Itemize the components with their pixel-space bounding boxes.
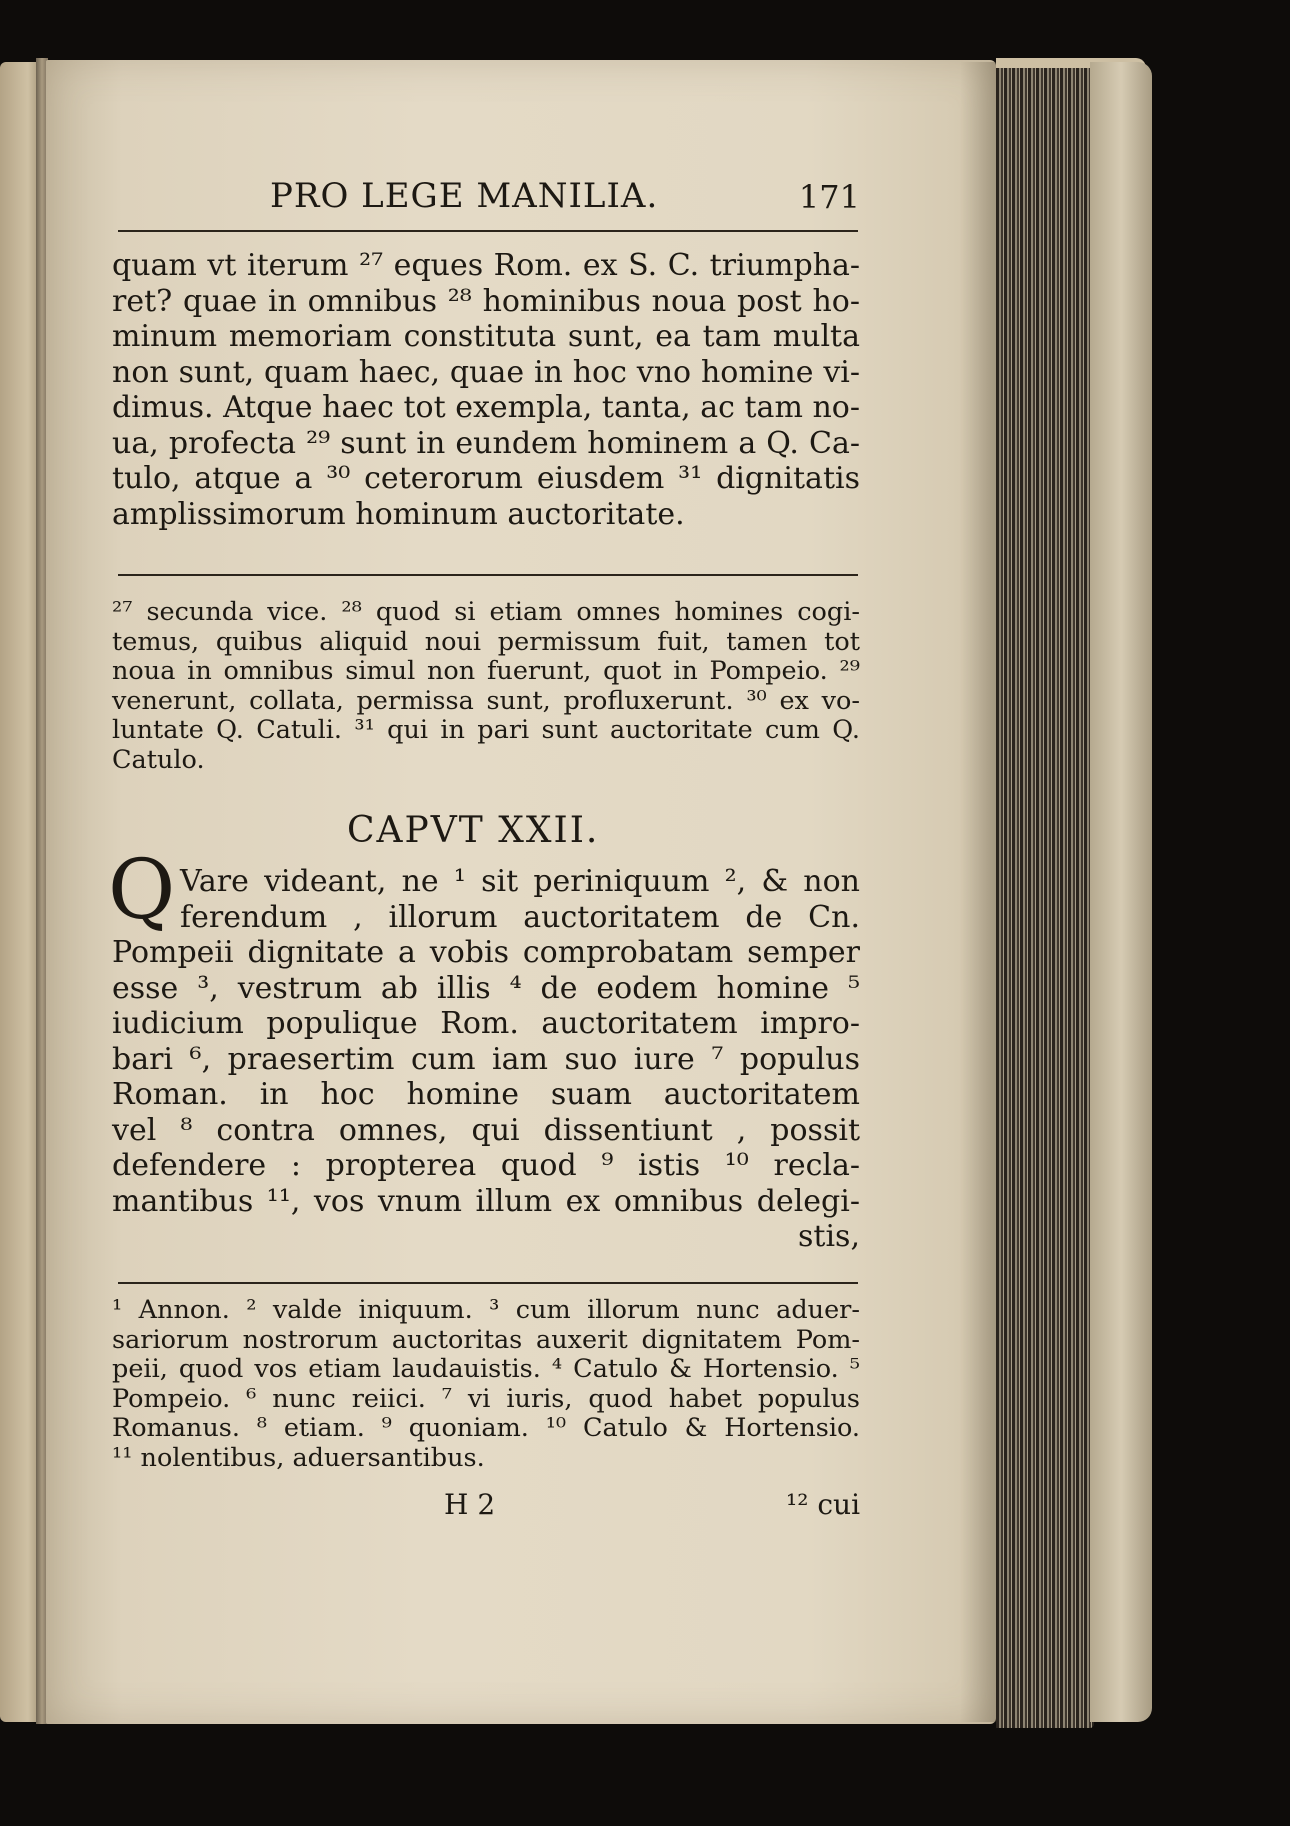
footnote-rule-2 [118, 1282, 858, 1284]
footnotes-block-2 [112, 1296, 860, 1473]
footnotes-block-1 [112, 598, 860, 775]
text-line: vel ⁸ contra omnes, qui dissentiunt , possit [112, 1112, 860, 1148]
text-line: minum memoriam constituta sunt, ea tam multa [112, 319, 860, 354]
text-line: ua, profecta ²⁹ sunt in eundem hominem a Q. Ca- [112, 425, 860, 461]
footnote-line: sariorum nostrorum auctoritas auxerit dignitatem Pom- [112, 1324, 860, 1355]
footnote-line: luntate Q. Catuli. ³¹ qui in pari sunt auctoritate cum Q. [112, 715, 860, 745]
footnote-line: ¹¹ nolentibus, aduersantibus. [112, 1442, 485, 1473]
page-number: 171 [798, 178, 860, 216]
text-line: quam vt iterum ²⁷ eques Rom. ex S. C. triumpha- [112, 248, 860, 283]
text-line: iudicium populique Rom. auctoritatem impro- [112, 1006, 860, 1041]
footnote-line: Pompeio. ⁶ nunc reiici. ⁷ vi iuris, quod habet populus [112, 1383, 860, 1414]
text-line: dimus. Atque haec tot exempla, tanta, ac tam no- [112, 390, 860, 425]
signature-mark: H 2 [444, 1488, 496, 1521]
footnote-rule [118, 574, 858, 576]
running-header [270, 176, 860, 224]
text-line: non sunt, quam haec, quae in hoc vno homine vi- [112, 354, 860, 390]
footnote-line: peii, quod vos etiam laudauistis. ⁴ Catulo & Hortensio. ⁵ [112, 1354, 860, 1384]
chapter-heading: CAPVT XXII. [347, 810, 600, 851]
text-line: Vare videant, ne ¹ sit periniquum ², & non [180, 864, 860, 899]
running-head-title: PRO LEGE MANILIA. [270, 176, 659, 216]
page-block-edges [996, 68, 1094, 1728]
text-line: defendere : propterea quod ⁹ istis ¹⁰ recla- [112, 1148, 860, 1183]
main-text-block [112, 248, 860, 532]
text-line: Pompeii dignitate a vobis comprobatam semper [112, 935, 860, 970]
text-line: Roman. in hoc homine suam auctoritatem [112, 1077, 860, 1112]
text-line: ferendum , illorum auctoritatem de Cn. [180, 899, 860, 935]
catchword: ¹² cui [786, 1488, 861, 1521]
footnote-line: venerunt, collata, permissa sunt, profluxerunt. ³⁰ ex vo- [112, 685, 860, 716]
text-line: ret? quae in omnibus ²⁸ hominibus noua post ho- [112, 283, 860, 319]
footnote-line: temus, quibus aliquid noui permissum fuit, tamen tot [112, 626, 860, 657]
drop-cap: Q [108, 843, 176, 938]
footnote-line: noua in omnibus simul non fuerunt, quot in Pompeio. ²⁹ [112, 656, 860, 686]
book-cover [1090, 62, 1152, 1722]
footnote-line: ¹ Annon. ² valde iniquum. ³ cum illorum nunc aduer- [112, 1295, 860, 1325]
text-line: mantibus ¹¹, vos vnum illum ex omnibus delegi- [112, 1183, 860, 1219]
page-edge-shadow [960, 62, 998, 1722]
header-rule [118, 230, 858, 232]
text-line: esse ³, vestrum ab illis ⁴ de eodem homine ⁵ [112, 970, 860, 1006]
footnote-line: Romanus. ⁸ etiam. ⁹ quoniam. ¹⁰ Catulo & Hortensio. [112, 1413, 860, 1443]
footnote-line: ²⁷ secunda vice. ²⁸ quod si etiam omnes homines cogi- [112, 597, 860, 627]
footnote-line: Catulo. [112, 744, 205, 775]
text-line: stis, [798, 1219, 860, 1254]
text-line: tulo, atque a ³⁰ ceterorum eiusdem ³¹ dignitatis [112, 461, 860, 496]
text-line: bari ⁶, praesertim cum iam suo iure ⁷ populus [112, 1041, 860, 1077]
text-line: amplissimorum hominum auctoritate. [112, 496, 685, 532]
chapter-text-block [112, 864, 860, 1255]
facing-page-edge [0, 62, 40, 1722]
